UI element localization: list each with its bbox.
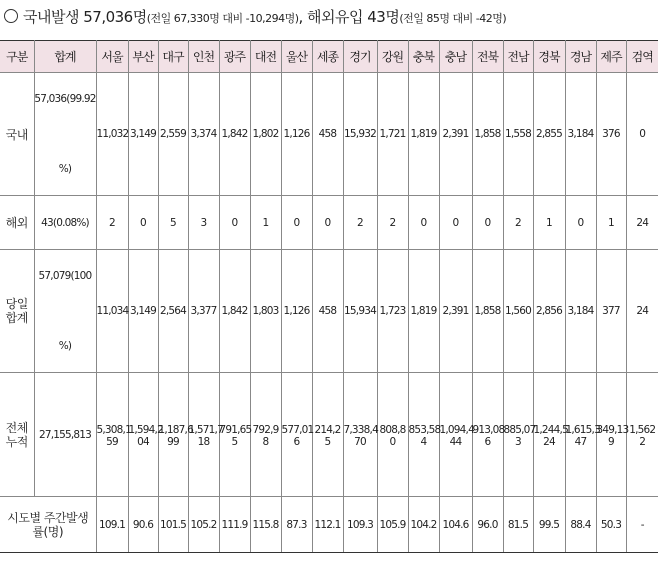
cumulative-value-part1: 853,58 xyxy=(408,423,441,436)
cell-overseas: 1 xyxy=(596,196,626,250)
row-label-weekly-rate xyxy=(0,497,96,553)
header-region: 대전 xyxy=(250,41,281,73)
cumulative-value-part2: 8 xyxy=(262,435,269,448)
title-overseas-compare: (전일 85명 대비 -42명) xyxy=(399,12,507,25)
cumulative-value-part2: 18 xyxy=(197,435,210,448)
cell-cumulative xyxy=(565,373,600,497)
cell-cumulative xyxy=(96,373,131,497)
cumulative-value-part2: 44 xyxy=(449,435,462,448)
cell-overseas: 0 xyxy=(565,196,596,250)
cell-daily-total: 1,858 xyxy=(472,250,503,373)
cell-domestic: 1,721 xyxy=(377,73,408,196)
cumulative-value-part2: 6 xyxy=(484,435,491,448)
cell-overseas: 0 xyxy=(281,196,312,250)
header-region: 경기 xyxy=(343,41,377,73)
cell-weekly-rate: 87.3 xyxy=(281,497,312,553)
cell-overseas: 0 xyxy=(219,196,250,250)
header-region: 세종 xyxy=(312,41,343,73)
cell-domestic: 11,032 xyxy=(96,73,128,196)
cumulative-value-part2: 4 xyxy=(420,435,427,448)
circle-bullet-icon xyxy=(4,9,18,23)
cumulative-value-part1: 5,308,1 xyxy=(96,423,131,436)
cumulative-value-part1: 1,187,6 xyxy=(158,423,193,436)
cell-overseas: 1 xyxy=(250,196,281,250)
title-overseas: , 해외유입 43명 xyxy=(298,8,400,26)
cell-daily-total: 3,184 xyxy=(565,250,596,373)
cell-weekly-rate: 81.5 xyxy=(503,497,533,553)
title-domestic-compare: (전일 67,330명 대비 -10,294명) xyxy=(146,12,299,25)
regional-cases-table xyxy=(0,40,658,553)
cell-weekly-rate: 111.9 xyxy=(219,497,250,553)
cell-cumulative xyxy=(219,373,250,497)
cumulative-value-part2: 2 xyxy=(639,435,646,448)
cumulative-value-part1: 1,094,4 xyxy=(439,423,474,436)
cumulative-value-part2: 9 xyxy=(608,435,614,448)
cell-domestic: 15,932 xyxy=(343,73,377,196)
cell-domestic: 1,842 xyxy=(219,73,250,196)
weekly-label-line1: 시도별 주간발생 xyxy=(7,510,89,525)
cell-weekly-rate: 104.2 xyxy=(408,497,439,553)
header-region: 부산 xyxy=(128,41,158,73)
row-daily-total xyxy=(0,250,658,373)
domestic-total xyxy=(34,73,96,196)
cell-daily-total: 3,149 xyxy=(128,250,158,373)
daily-total-sum xyxy=(34,250,96,373)
cell-weekly-rate: 99.5 xyxy=(533,497,565,553)
cell-overseas: 2 xyxy=(343,196,377,250)
cumulative-value-part1: 1,571,7 xyxy=(188,423,223,436)
header-region: 충남 xyxy=(439,41,472,73)
cell-weekly-rate: 109.1 xyxy=(96,497,128,553)
cell-daily-total: 1,842 xyxy=(219,250,250,373)
cumulative-value-part1: 885,07 xyxy=(503,423,536,436)
cell-cumulative xyxy=(312,373,343,497)
cell-overseas: 0 xyxy=(472,196,503,250)
cumulative-value-part2: 99 xyxy=(167,435,179,448)
cell-cumulative xyxy=(158,373,193,497)
cell-daily-total: 2,564 xyxy=(158,250,188,373)
cell-weekly-rate: 112.1 xyxy=(312,497,343,553)
cumulative-value-part2: 5 xyxy=(324,435,331,448)
cumulative-value-part1: 791,65 xyxy=(219,423,252,436)
cumulative-value-part2: 6 xyxy=(293,435,300,448)
cell-cumulative xyxy=(626,373,658,497)
cell-weekly-rate: 101.5 xyxy=(158,497,188,553)
header-region: 울산 xyxy=(281,41,312,73)
cell-cumulative xyxy=(439,373,472,497)
report-title xyxy=(4,6,506,32)
cell-overseas: 2 xyxy=(377,196,408,250)
cell-domestic: 1,558 xyxy=(503,73,533,196)
cell-daily-total: 1,803 xyxy=(250,250,281,373)
cell-cumulative xyxy=(281,373,312,497)
cell-daily-total: 2,856 xyxy=(533,250,565,373)
cumulative-value-part2: 0 xyxy=(389,435,396,448)
row-label-daily-total xyxy=(0,250,34,373)
weekly-label-line2: 률(명) xyxy=(32,524,64,539)
daily-total-line2: %) xyxy=(58,340,72,352)
cell-overseas: 5 xyxy=(158,196,188,250)
cumulative-value-part2: 04 xyxy=(137,435,149,448)
header-region: 전북 xyxy=(472,41,503,73)
cumulative-total: 27,155,813 xyxy=(34,373,96,497)
daily-total-line1: 57,079(100 xyxy=(38,270,92,282)
cell-domestic: 458 xyxy=(312,73,343,196)
domestic-total-line1: 57,036(99.92 xyxy=(34,93,96,105)
cell-overseas: 0 xyxy=(439,196,472,250)
cumulative-value-part1: 214,2 xyxy=(314,423,341,436)
cumulative-value-part1: 1,562 xyxy=(629,423,656,436)
cell-weekly-rate: 88.4 xyxy=(565,497,596,553)
cell-cumulative xyxy=(533,373,568,497)
cell-cumulative xyxy=(250,373,281,497)
cell-domestic: 2,559 xyxy=(158,73,188,196)
cell-overseas: 3 xyxy=(188,196,219,250)
cell-domestic: 3,184 xyxy=(565,73,596,196)
cell-overseas: 2 xyxy=(503,196,533,250)
cell-domestic: 1,858 xyxy=(472,73,503,196)
row-label-cumulative xyxy=(0,373,34,497)
cumulative-value-part1: 577,01 xyxy=(281,423,314,436)
cell-daily-total: 377 xyxy=(596,250,626,373)
cell-cumulative xyxy=(377,373,408,497)
cell-weekly-rate: 109.3 xyxy=(343,497,377,553)
cell-daily-total: 2,391 xyxy=(439,250,472,373)
row-overseas xyxy=(0,196,658,250)
row-domestic xyxy=(0,73,658,196)
cell-weekly-rate: 104.6 xyxy=(439,497,472,553)
overseas-total: 43(0.08%) xyxy=(34,196,96,250)
cell-overseas: 1 xyxy=(533,196,565,250)
cell-weekly-rate: 105.9 xyxy=(377,497,408,553)
header-region: 대구 xyxy=(158,41,188,73)
row-label-overseas: 해외 xyxy=(0,196,34,250)
cell-cumulative xyxy=(408,373,439,497)
cumulative-label-line2: 누적 xyxy=(5,434,28,449)
header-region: 서울 xyxy=(96,41,128,73)
cell-daily-total: 458 xyxy=(312,250,343,373)
cell-cumulative xyxy=(188,373,223,497)
cell-overseas: 2 xyxy=(96,196,128,250)
cumulative-value-part1: 913,08 xyxy=(472,423,505,436)
header-total: 합계 xyxy=(34,41,96,73)
cell-weekly-rate: 96.0 xyxy=(472,497,503,553)
daily-label-line1: 당일 xyxy=(5,297,28,311)
cell-daily-total: 1,819 xyxy=(408,250,439,373)
cell-daily-total: 3,377 xyxy=(188,250,219,373)
header-region: 검역 xyxy=(626,41,658,73)
row-weekly-rate xyxy=(0,497,658,553)
cell-cumulative xyxy=(472,373,503,497)
row-cumulative xyxy=(0,373,658,497)
cell-daily-total: 1,560 xyxy=(503,250,533,373)
row-label-domestic: 국내 xyxy=(0,73,34,196)
cell-daily-total: 24 xyxy=(626,250,658,373)
header-region: 경북 xyxy=(533,41,565,73)
cell-cumulative xyxy=(596,373,629,497)
header-region: 인천 xyxy=(188,41,219,73)
cumulative-value-part2: 5 xyxy=(231,435,238,448)
cell-daily-total: 1,723 xyxy=(377,250,408,373)
header-row xyxy=(0,41,658,73)
cell-domestic: 3,374 xyxy=(188,73,219,196)
cell-domestic: 3,149 xyxy=(128,73,158,196)
cell-weekly-rate: - xyxy=(626,497,658,553)
cumulative-value-part2: 24 xyxy=(543,435,555,448)
cumulative-value-part1: 808,8 xyxy=(379,423,406,436)
cell-weekly-rate: 105.2 xyxy=(188,497,219,553)
cumulative-value-part1: 1,244,5 xyxy=(533,423,568,436)
cumulative-value-part1: 7,338,4 xyxy=(343,423,378,436)
cell-overseas: 0 xyxy=(408,196,439,250)
cell-domestic: 1,126 xyxy=(281,73,312,196)
cumulative-value-part1: 1,594,2 xyxy=(128,423,163,436)
cumulative-value-part1: 792,9 xyxy=(252,423,279,436)
cell-domestic: 1,802 xyxy=(250,73,281,196)
cumulative-value-part2: 59 xyxy=(106,435,118,448)
cell-daily-total: 15,934 xyxy=(343,250,377,373)
cell-domestic: 0 xyxy=(626,73,658,196)
cell-weekly-rate: 50.3 xyxy=(596,497,626,553)
cell-daily-total: 1,126 xyxy=(281,250,312,373)
cell-domestic: 2,855 xyxy=(533,73,565,196)
header-category: 구분 xyxy=(0,41,34,73)
cell-overseas: 0 xyxy=(312,196,343,250)
cell-daily-total: 11,034 xyxy=(96,250,128,373)
cell-domestic: 376 xyxy=(596,73,626,196)
cell-overseas: 0 xyxy=(128,196,158,250)
cell-weekly-rate: 115.8 xyxy=(250,497,281,553)
cell-cumulative xyxy=(128,373,163,497)
cell-domestic: 2,391 xyxy=(439,73,472,196)
cell-cumulative xyxy=(343,373,377,497)
header-region: 충북 xyxy=(408,41,439,73)
header-region: 광주 xyxy=(219,41,250,73)
title-domestic: 국내발생 57,036명 xyxy=(23,8,147,26)
daily-label-line2: 합계 xyxy=(5,311,28,325)
header-region: 강원 xyxy=(377,41,408,73)
cell-overseas: 24 xyxy=(626,196,658,250)
cell-cumulative xyxy=(503,373,536,497)
cell-domestic: 1,819 xyxy=(408,73,439,196)
cumulative-label-line1: 전체 xyxy=(5,420,28,435)
header-region: 전남 xyxy=(503,41,533,73)
cumulative-value-part1: 1,615,3 xyxy=(565,423,600,436)
cumulative-value-part2: 3 xyxy=(515,435,521,448)
domestic-total-line2: %) xyxy=(58,163,72,175)
cumulative-value-part2: 70 xyxy=(354,435,366,448)
header-region: 경남 xyxy=(565,41,596,73)
header-region: 제주 xyxy=(596,41,626,73)
cumulative-value-part1: 349,13 xyxy=(596,423,629,436)
cumulative-value-part2: 47 xyxy=(574,435,587,448)
cell-weekly-rate: 90.6 xyxy=(128,497,158,553)
